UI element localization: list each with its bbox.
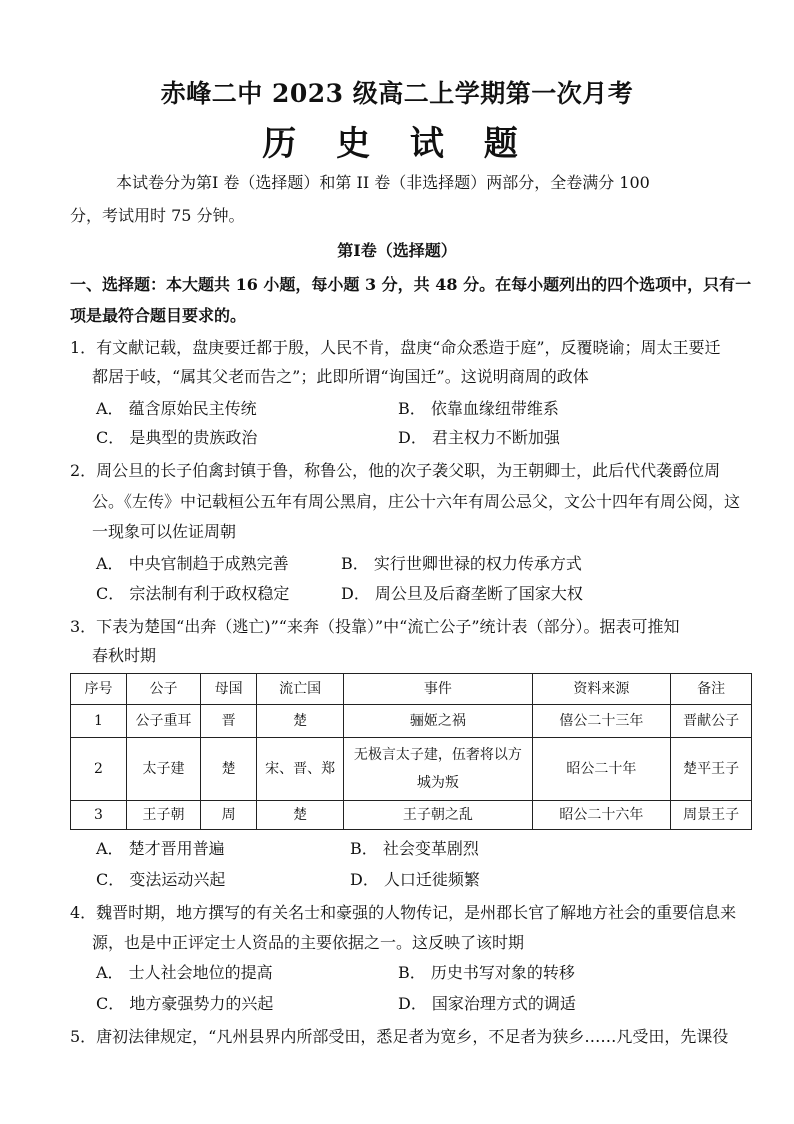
q2-line-1: 2．周公旦的长子伯禽封镇于鲁，称鲁公，他的次子袭父职，为王朝卿士，此后代代袭爵位周 bbox=[70, 461, 721, 480]
exile-princes-table bbox=[70, 673, 752, 830]
q2-line-3: 一现象可以佐证周朝 bbox=[92, 522, 237, 541]
q1-line-2: 都居于岐，“属其父老而告之”；此即所谓“询国迁”。这说明商周的政体 bbox=[92, 367, 589, 386]
q2-option-d[interactable]: D． 周公旦及后裔垄断了国家大权 bbox=[341, 584, 583, 603]
table-cell: 楚 bbox=[257, 801, 344, 830]
q4-option-b[interactable]: B． 历史书写对象的转移 bbox=[398, 963, 575, 982]
table-cell: 公子重耳 bbox=[126, 705, 200, 738]
table-cell: 太子建 bbox=[126, 738, 200, 801]
table-cell: 僖公二十三年 bbox=[532, 705, 671, 738]
section-heading: 第Ⅰ卷（选择题） bbox=[337, 241, 457, 260]
q3-option-c[interactable]: C． 变法运动兴起 bbox=[96, 870, 226, 889]
q4-option-c[interactable]: C． 地方豪强势力的兴起 bbox=[96, 994, 274, 1013]
table-cell: 昭公二十年 bbox=[532, 738, 671, 801]
exam-title: 赤峰二中 2023 级高二上学期第一次月考 bbox=[160, 79, 634, 108]
q2-option-c[interactable]: C． 宗法制有利于政权稳定 bbox=[96, 584, 290, 603]
table-cell: 楚 bbox=[201, 738, 257, 801]
q1-option-b[interactable]: B． 依靠血缘纽带维系 bbox=[398, 399, 559, 418]
table-cell: 晋 bbox=[201, 705, 257, 738]
q3-line-2: 春秋时期 bbox=[92, 646, 157, 665]
q4-option-d[interactable]: D． 国家治理方式的调适 bbox=[398, 994, 576, 1013]
table-header-cell: 备注 bbox=[671, 674, 752, 705]
table-row bbox=[71, 801, 752, 830]
table-cell: 王子朝 bbox=[126, 801, 200, 830]
q1-option-c[interactable]: C． 是典型的贵族政治 bbox=[96, 428, 258, 447]
q3-option-b[interactable]: B． 社会变革剧烈 bbox=[350, 839, 479, 858]
section-instructions-2: 项是最符合题目要求的。 bbox=[70, 306, 247, 325]
table-cell: 1 bbox=[71, 705, 127, 738]
table-cell: 宋、晋、郑 bbox=[257, 738, 344, 801]
table-cell: 昭公二十六年 bbox=[532, 801, 671, 830]
table-header-cell: 流亡国 bbox=[257, 674, 344, 705]
intro-line-1: 本试卷分为第Ⅰ 卷（选择题）和第 II 卷（非选择题）两部分，全卷满分 100 bbox=[116, 173, 650, 192]
q2-option-b[interactable]: B． 实行世卿世禄的权力传承方式 bbox=[341, 554, 582, 573]
table-cell: 楚平王子 bbox=[671, 738, 752, 801]
table-cell: 3 bbox=[71, 801, 127, 830]
table-row bbox=[71, 705, 752, 738]
table-header-cell: 资料来源 bbox=[532, 674, 671, 705]
table-header-cell: 序号 bbox=[71, 674, 127, 705]
q2-option-a[interactable]: A． 中央官制趋于成熟完善 bbox=[96, 554, 289, 573]
q3-option-d[interactable]: D． 人口迁徙频繁 bbox=[350, 870, 480, 889]
section-instructions-1: 一、选择题：本大题共 16 小题，每小题 3 分，共 48 分。在每小题列出的四个选项中，只有一 bbox=[70, 275, 752, 294]
table-cell: 晋献公子 bbox=[671, 705, 752, 738]
table-cell: 周 bbox=[201, 801, 257, 830]
q5-line-1: 5．唐初法律规定，“凡州县界内所部受田，悉足者为宽乡，不足者为狭乡……凡受田，先课役 bbox=[70, 1027, 729, 1046]
q3-line-1: 3．下表为楚国“出奔（逃亡)”“来奔（投靠）”中“流亡公子”统计表（部分）。据表可推知 bbox=[70, 617, 680, 636]
table-row bbox=[71, 738, 752, 801]
q4-line-1: 4．魏晋时期，地方撰写的有关名士和豪强的人物传记，是州郡长官了解地方社会的重要信息来 bbox=[70, 903, 737, 922]
table-header-cell: 公子 bbox=[126, 674, 200, 705]
intro-line-2: 分，考试用时 75 分钟。 bbox=[70, 206, 245, 225]
table-cell: 王子朝之乱 bbox=[344, 801, 532, 830]
q4-option-a[interactable]: A． 士人社会地位的提高 bbox=[96, 963, 273, 982]
q2-line-2: 公。《左传》中记载桓公五年有周公黑肩，庄公十六年有周公忌父，文公十四年有周公阅，这 bbox=[92, 492, 741, 511]
subject-title: 历 史 试 题 bbox=[262, 124, 532, 164]
table-cell: 无极言太子建，伍奢将以方城为叛 bbox=[344, 738, 532, 801]
table-cell: 2 bbox=[71, 738, 127, 801]
q4-line-2: 源，也是中正评定士人资品的主要依据之一。这反映了该时期 bbox=[92, 933, 525, 952]
table-cell: 楚 bbox=[257, 705, 344, 738]
q1-line-1: 1．有文献记载，盘庚要迁都于殷，人民不肯，盘庚“命众悉造于庭”，反覆晓谕；周太王要迁 bbox=[70, 338, 721, 357]
table-header-cell: 母国 bbox=[201, 674, 257, 705]
q1-option-d[interactable]: D． 君主权力不断加强 bbox=[398, 428, 560, 447]
q3-option-a[interactable]: A． 楚才晋用普遍 bbox=[96, 839, 225, 858]
table-cell: 骊姬之祸 bbox=[344, 705, 532, 738]
table-header-cell: 事件 bbox=[344, 674, 532, 705]
table-header-row bbox=[71, 674, 752, 705]
q1-option-a[interactable]: A． 蕴含原始民主传统 bbox=[96, 399, 257, 418]
table-cell: 周景王子 bbox=[671, 801, 752, 830]
